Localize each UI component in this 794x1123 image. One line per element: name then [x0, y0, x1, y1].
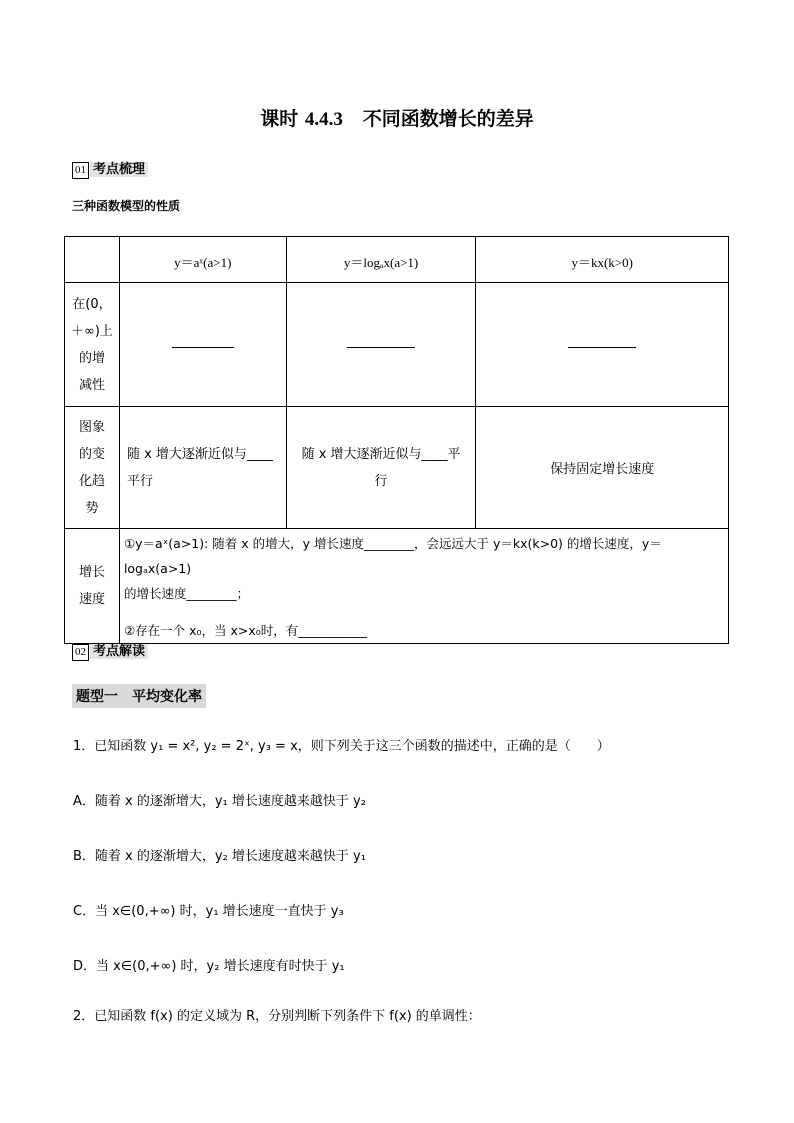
row-label-trend: 图象 的变 化趋 势 [65, 407, 120, 529]
table-header-row [65, 237, 729, 283]
section-label: 考点梳理 [90, 162, 148, 177]
question-1-stem: 1．已知函数 y₁ = x², y₂ = 2ˣ, y₃ = x，则下列关于这三个函数的描述中，正确的是（ ） [73, 739, 610, 754]
header-linear: y＝kx(k>0) [476, 237, 729, 283]
blank-cell-logarithmic[interactable] [286, 283, 476, 407]
title-number: 4.4.3 [304, 109, 343, 130]
growth-line-3: ②存在一个 x₀，当 x>x₀时，有___________ [123, 623, 368, 638]
section-header-2 [72, 640, 148, 661]
blank-cell-exponential[interactable] [119, 283, 286, 407]
section-header-1 [72, 158, 148, 179]
properties-table [64, 236, 729, 644]
section-number: 02 [72, 644, 89, 661]
page-title [0, 104, 794, 131]
header-logarithmic: y＝logₐx(a>1) [286, 237, 476, 283]
option-b[interactable]: B．随着 x 的逐渐增大，y₂ 增长速度越来越快于 y₁ [73, 849, 366, 864]
title-text: 不同函数增长的差异 [362, 108, 534, 130]
subtitle: 三种函数模型的性质 [72, 199, 181, 213]
row-label-monotonicity: 在(0， ＋∞)上 的增 减性 [65, 283, 120, 407]
type-heading: 题型一 平均变化率 [72, 684, 206, 708]
growth-line-1: ①y＝aˣ(a>1): 随着 x 的增大，y 增长速度________，会远远大于 y＝kx(k>0) 的增长速度，y＝logₐx(a>1) [123, 536, 662, 576]
trend-exponential: 随 x 增大逐渐近似与____平行 [119, 407, 286, 529]
trend-linear: 保持固定增长速度 [476, 407, 729, 529]
question-2-stem: 2．已知函数 f(x) 的定义域为 R，分别判断下列条件下 f(x) 的单调性： [73, 1009, 481, 1024]
option-d[interactable]: D．当 x∈(0,+∞) 时，y₂ 增长速度有时快于 y₁ [73, 959, 345, 974]
section-number: 01 [72, 162, 89, 179]
table-row-trend [65, 407, 729, 529]
row-label-growth-speed: 增长 速度 [65, 529, 120, 644]
trend-logarithmic: 随 x 增大逐渐近似与____平 行 [286, 407, 476, 529]
title-prefix: 课时 [260, 108, 299, 130]
growth-speed-content [119, 529, 728, 644]
header-empty-cell [65, 237, 120, 283]
table-row-monotonicity [65, 283, 729, 407]
section-label: 考点解读 [90, 644, 148, 659]
option-a[interactable]: A．随着 x 的逐渐增大，y₁ 增长速度越来越快于 y₂ [73, 794, 366, 809]
growth-line-2: 的增长速度________； [123, 586, 249, 601]
option-c[interactable]: C．当 x∈(0,+∞) 时，y₁ 增长速度一直快于 y₃ [73, 904, 344, 919]
blank-cell-linear[interactable] [476, 283, 729, 407]
table-row-growth-speed [65, 529, 729, 644]
header-exponential: y＝aˣ(a>1) [119, 237, 286, 283]
